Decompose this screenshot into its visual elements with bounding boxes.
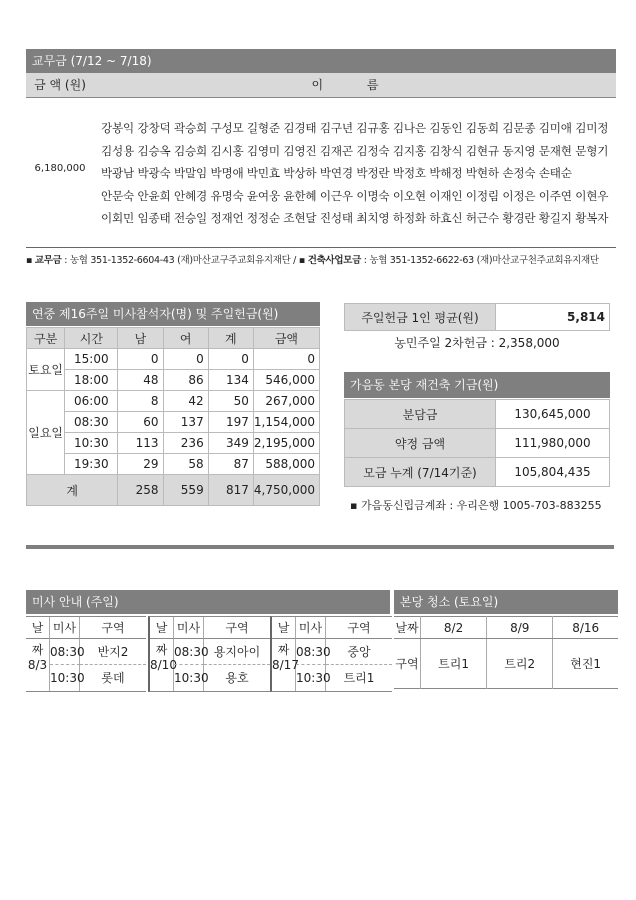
column-header: 구역 (204, 617, 270, 639)
mass-area: 롯데 (101, 671, 125, 685)
cell: 42 (163, 391, 208, 412)
cell: 0 (253, 349, 319, 370)
mass-date: 8/17 (272, 639, 296, 691)
mass-guide-group (148, 616, 270, 692)
table-row (27, 391, 320, 412)
average-value: 5,814 (496, 304, 610, 331)
table-row (345, 400, 610, 429)
section-divider (26, 545, 614, 549)
fund-account-note (350, 497, 620, 513)
column-header: 구역 (326, 617, 392, 639)
cell: 349 (208, 433, 253, 454)
column-header: 날짜 (26, 617, 50, 639)
table-row (27, 454, 320, 475)
square-bullet-icon: ▪ (350, 499, 358, 512)
average-table (344, 303, 610, 331)
names-column-header: 이 름 (311, 78, 399, 92)
table-row (27, 433, 320, 454)
fund-label: 약정 금액 (345, 429, 496, 458)
row-label: 날짜 (394, 617, 421, 639)
total-label: 계 (27, 475, 118, 506)
cleaning-area: 트리1 (421, 639, 487, 689)
table-row (27, 349, 320, 370)
row-label: 구역 (394, 639, 421, 689)
account-label: 건축사업모금 (307, 255, 361, 266)
offering-names (101, 117, 621, 230)
mass-time: 10:30 (174, 665, 204, 691)
building-fund-table (344, 399, 610, 487)
mass-area: 트리1 (343, 671, 375, 685)
total-row (27, 475, 320, 506)
mass-time: 10:30 (296, 665, 326, 691)
fund-value: 130,645,000 (496, 400, 610, 429)
cell: 236 (163, 433, 208, 454)
mass-time: 10:30 (50, 665, 80, 691)
cell: 50 (208, 391, 253, 412)
column-header: 미사 (50, 617, 80, 639)
table-row (27, 370, 320, 391)
name-line: 이회민 임종태 전승일 정재언 정정순 조현달 진성태 최치영 하정화 하효신 허근수 황경란 황길지 황복자 (101, 211, 609, 225)
mass-area: 용지아이 (204, 639, 270, 665)
cell: 8 (118, 391, 163, 412)
cell: 267,000 (253, 391, 319, 412)
cell: 18:00 (65, 370, 118, 391)
account-text: : 농협 351-1352-6622-63 (재)마산교구천주교회유지재단 (363, 255, 599, 266)
fund-value: 111,980,000 (496, 429, 610, 458)
cleaning-date: 8/9 (487, 617, 553, 639)
table-row (345, 458, 610, 487)
cell: 15:00 (65, 349, 118, 370)
mass-guide-title: 미사 안내 (주일) (26, 590, 390, 614)
cell: 113 (118, 433, 163, 454)
mass-date: 8/10 (150, 639, 174, 691)
column-header: 구분 (27, 328, 65, 349)
column-header: 날짜 (150, 617, 174, 639)
cell: 588,000 (253, 454, 319, 475)
square-bullet-icon: ▪ (26, 255, 33, 266)
table-row (27, 412, 320, 433)
cell: 546,000 (253, 370, 319, 391)
mass-time: 08:30 (296, 639, 326, 665)
column-header: 날짜 (272, 617, 296, 639)
table-row (394, 639, 618, 689)
offering-title: 교무금 (7/12 ~ 7/18) (26, 49, 616, 73)
amount-column-header: 금 액 (원) (34, 78, 86, 92)
name-line: 김성용 김승옥 김승희 김시홍 김영미 김영진 김재곤 김정숙 김지홍 김창식 김현규 동지영 문재현 문형기 (101, 143, 609, 158)
cleaning-area: 현진1 (570, 657, 602, 671)
cell: 58 (163, 454, 208, 475)
mass-time: 08:30 (174, 639, 204, 665)
day-label: 토요일 (27, 349, 65, 391)
table-header-row (27, 328, 320, 349)
mass-guide-group (270, 616, 392, 692)
mass-attendance-table (26, 327, 320, 506)
cell: 87 (208, 454, 253, 475)
column-header: 미사 (174, 617, 204, 639)
account-label: 교무금 (34, 255, 62, 266)
square-bullet-icon: ▪ (298, 255, 305, 266)
account-text: : 농협 351-1352-6604-43 (재)마산교구주교회유지재단 / (64, 255, 297, 266)
divider (26, 247, 616, 248)
cell: 0 (208, 349, 253, 370)
day-label: 일요일 (27, 391, 65, 475)
fund-label: 분담금 (345, 400, 496, 429)
cell: 137 (163, 412, 208, 433)
cell: 0 (118, 349, 163, 370)
cell: 258 (118, 475, 163, 506)
cell: 48 (118, 370, 163, 391)
cleaning-area: 트리2 (487, 639, 553, 689)
mass-time: 08:30 (50, 639, 80, 665)
cell: 60 (118, 412, 163, 433)
name-line: 박광남 박광숙 박말임 박명애 박민효 박상하 박연경 박정란 박정호 박해정 박현하 손정숙 손태순 (101, 166, 572, 180)
cell: 86 (163, 370, 208, 391)
average-label: 주일헌금 1인 평균(원) (345, 304, 496, 331)
mass-area: 중앙 (326, 639, 392, 665)
cleaning-title: 본당 청소 (토요일) (394, 590, 618, 614)
column-header: 여 (163, 328, 208, 349)
cell: 817 (208, 475, 253, 506)
cell: 1,154,000 (253, 412, 319, 433)
cleaning-table (394, 616, 618, 689)
cell: 06:00 (65, 391, 118, 412)
cleaning-date: 8/16 (553, 617, 618, 639)
table-row (394, 617, 618, 639)
cell: 19:30 (65, 454, 118, 475)
cell: 0 (163, 349, 208, 370)
cell: 08:30 (65, 412, 118, 433)
mass-area: 용호 (225, 671, 249, 685)
column-header: 시간 (65, 328, 118, 349)
mass-table-title: 연중 제16주일 미사참석자(명) 및 주일헌금(원) (26, 302, 320, 326)
column-header: 금액 (253, 328, 319, 349)
cell: 559 (163, 475, 208, 506)
table-row (345, 429, 610, 458)
fund-value: 105,804,435 (496, 458, 610, 487)
building-fund-title: 가음동 본당 재건축 기금(원) (344, 372, 610, 398)
cell: 134 (208, 370, 253, 391)
offering-header-row (26, 73, 616, 98)
cell: 197 (208, 412, 253, 433)
column-header: 구역 (80, 617, 146, 639)
cleaning-date: 8/2 (421, 617, 487, 639)
mass-guide-table (26, 616, 390, 690)
name-line: 안문숙 안윤희 안혜경 유명숙 윤여웅 윤한혜 이근우 이명숙 이오현 이재인 이정림 이정은 이주연 이현우 (101, 188, 609, 203)
offering-amount: 6,180,000 (34, 163, 86, 174)
mass-date: 8/3 (26, 639, 50, 691)
fund-label: 모금 누계 (7/14기준) (345, 458, 496, 487)
fund-account-text: 가음동신립금계좌 : 우리은행 1005-703-883255 (360, 499, 602, 512)
account-info (26, 252, 626, 266)
cell: 2,195,000 (253, 433, 319, 454)
mass-guide-group (26, 616, 146, 692)
farm-sunday-note: 농민주일 2차헌금 : 2,358,000 (394, 336, 560, 350)
cell: 29 (118, 454, 163, 475)
name-line: 강봉익 강창덕 곽승희 구성모 길형준 김경태 김구년 김규홍 김나은 김동인 김동희 김문종 김미애 김미정 (101, 121, 609, 135)
cell: 10:30 (65, 433, 118, 454)
column-header: 남 (118, 328, 163, 349)
mass-area: 반지2 (80, 639, 146, 665)
column-header: 미사 (296, 617, 326, 639)
column-header: 계 (208, 328, 253, 349)
table-row (345, 304, 610, 331)
cell: 4,750,000 (253, 475, 319, 506)
